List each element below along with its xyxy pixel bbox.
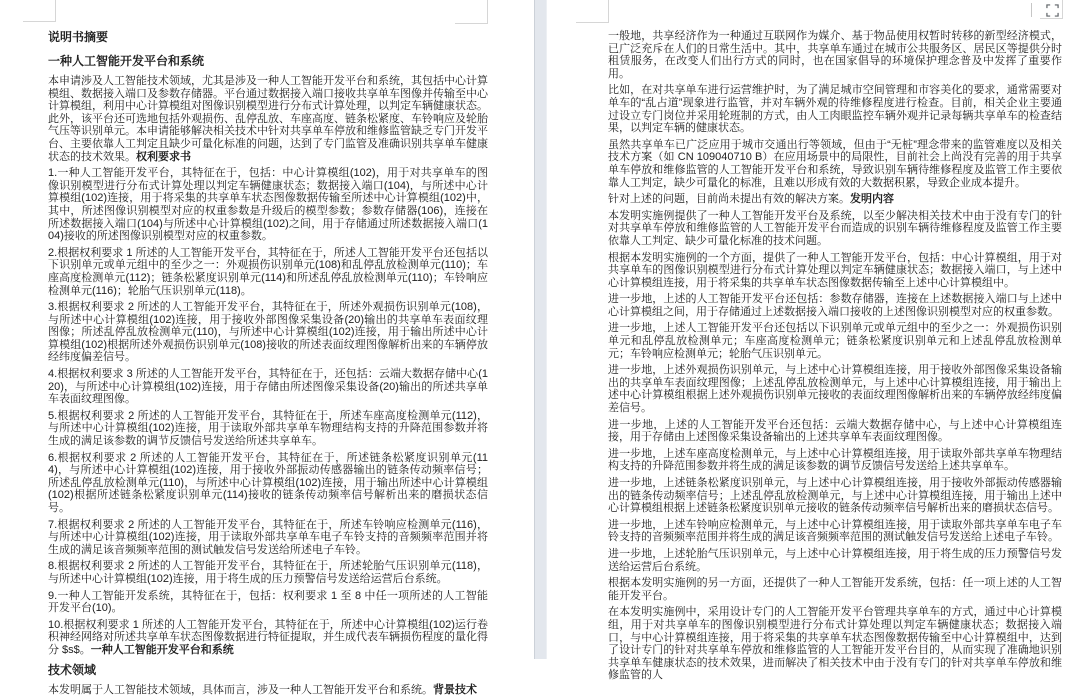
doc-paragraph — [48, 368, 488, 406]
doc-paragraph — [608, 606, 1062, 682]
left-page-content — [48, 28, 488, 700]
text-run: 进一步地，上述外观损伤识别单元，与上述中心计算模组连接，用于接收外部图像采集设备输出的共享单车表面纹理图像；上述乱停乱放检测单元，与上述中心计算模组连接，用于输出上述中心计算模组根据上述外观损伤识别单元接收的表面纹理图像解析出来的车辆停放经纬度偏差信号。 — [608, 364, 1062, 415]
text-run: 7.根据权利要求 2 所述的人工智能开发平台，其特征在于，所述车铃响应检测单元(116)，与所述中心计算模组(102)连接，用于读取外部共享单车电子车铃支持的音频频率范围并将生成的满足该音频频率范围的测试触发信号发送给所述电子车铃。 — [48, 518, 488, 556]
doc-paragraph — [608, 419, 1062, 444]
doc-paragraph — [608, 84, 1062, 134]
doc-paragraph — [48, 684, 488, 697]
text-run: 本发明属于人工智能技术领域，具体而言，涉及一种人工智能开发平台和系统。 — [48, 683, 433, 696]
doc-paragraph — [608, 364, 1062, 414]
doc-heading — [48, 661, 488, 678]
bold-text-run: 发明内容 — [850, 193, 894, 206]
doc-paragraph — [48, 167, 488, 243]
bold-text-run: 技术领域 — [48, 662, 97, 677]
doc-paragraph — [48, 560, 488, 585]
doc-heading — [48, 52, 488, 69]
text-run: 2.根据权利要求 1 所述的人工智能开发平台，其特征在于，所述人工智能开发平台还包括以下识别单元或单元组中的至少之一：外观损伤识别单元(108)和乱停乱放检测单元(110)；车座高度检测单元(112)；链条松紧度识别单元(114)和所述乱停乱放检测单元(110)；车铃响应检测单元(116)；轮胎气压识别单元(118)。 — [48, 246, 488, 297]
text-run: 进一步地，上述轮胎气压识别单元，与上述中心计算模组连接，用于将生成的压力预警信号发送给运营后台系统。 — [608, 547, 1062, 573]
doc-heading — [48, 28, 488, 45]
text-run: 6.根据权利要求 2 所述的人工智能开发平台，其特征在于，所述链条松紧度识别单元(114)，与所述中心计算模组(102)连接，用于接收外部振动传感器输出的链条传动频率信号；所述乱停乱放检测单元(110)，与所述中心计算模组(102)连接，用于输出所述中心计算模组(102)根据所述链条松紧度识别单元(114)接收的链条传动频率信号解析出来的磨损状态信号。 — [48, 451, 488, 514]
bold-text-run: 一种人工智能开发平台和系统 — [48, 54, 205, 68]
text-run: 进一步地，上述的人工智能开发平台还包括：云端大数据存储中心，与上述中心计算模组连接，用于存储由上述图像采集设备输出的上述共享单车表面纹理图像。 — [608, 418, 1062, 444]
text-run: 5.根据权利要求 2 所述的人工智能开发平台，其特征在于，所述车座高度检测单元(112)，与所述中心计算模组(102)连接，用于读取外部共享单车物理结构支持的升降范围参数并将生成的满足该参数的调节反馈信号发送给所述共享单车。 — [48, 409, 488, 448]
right-page-pane — [547, 0, 1080, 682]
text-run: 根据本发明实施例的一个方面，提供了一种人工智能开发平台，包括：中心计算模组，用于对共享单车的图像识别模型进行分布式计算处理以判定车辆健康状态；数据接入端口，与上述中心计算模组连接，用于将采集的共享单车状态图像数据传输至上述中心计算模组中。 — [608, 251, 1062, 289]
bold-text-run: 权利要求书 — [136, 150, 191, 163]
doc-paragraph — [608, 252, 1062, 290]
bold-text-run: 背景技术 — [433, 683, 477, 696]
right-page-content — [608, 30, 1062, 686]
text-run: 进一步地，上述车铃响应检测单元，与上述中心计算模组连接，用于读取外部共享单车电子车铃支持的音频频率范围并将生成的满足该音频频率范围的测试触发信号发送给上述电子车铃。 — [608, 518, 1062, 544]
doc-paragraph — [608, 210, 1062, 248]
text-run: 8.根据权利要求 2 所述的人工智能开发平台，其特征在于，所述轮胎气压识别单元(118)，与所述中心计算模组(102)连接，用于将生成的压力预警信号发送给运营后台系统。 — [48, 560, 488, 585]
text-run: 本发明实施例提供了一种人工智能开发平台及系统，以至少解决相关技术中由于没有专门的针对共享单车停放和维修监管的人工智能开发平台而造成的识别车辆待维修程度及监管工作主要依靠人工判定、缺少可量化标准的技术问题。 — [608, 209, 1062, 247]
doc-paragraph — [48, 590, 488, 615]
doc-paragraph — [48, 75, 488, 163]
text-run: 针对上述的问题，目前尚未提出有效的解决方案。 — [608, 193, 850, 206]
doc-paragraph — [48, 247, 488, 297]
bold-text-run: 说明书摘要 — [48, 30, 109, 44]
text-run: 进一步地，上述的人工智能开发平台还包括：参数存储器，连接在上述数据接入端口与上述中心计算模组之间，用于存储通过上述数据接入端口接收的上述图像识别模型对应的权重参数。 — [608, 293, 1062, 318]
doc-paragraph — [48, 452, 488, 515]
doc-paragraph — [608, 519, 1062, 544]
split-divider[interactable] — [534, 0, 547, 659]
doc-paragraph — [608, 477, 1062, 515]
doc-paragraph — [608, 548, 1062, 573]
fullscreen-icon — [1046, 4, 1059, 17]
doc-paragraph — [608, 30, 1062, 80]
text-run: 9.一种人工智能开发系统，其特征在于，包括：权利要求 1 至 8 中任一项所述的人工智能开发平台(10)。 — [48, 589, 488, 615]
left-page-pane — [0, 0, 534, 696]
doc-paragraph — [608, 139, 1062, 189]
doc-paragraph — [608, 577, 1062, 602]
text-run: 本申请涉及人工智能技术领域，尤其是涉及一种人工智能开发平台和系统，其包括中心计算模组、数据接入端口及参数存储器。平台通过数据接入端口接收共享单车图像并传输至中心计算模组，利用中心计算模组对图像识别模型进行分布式计算处理，以判定车辆健康状态。此外，该平台还可选地包括外观损伤、乱停乱放、车座高度、链条松紧度、车铃响应及轮胎气压等识别单元。本申请能够解决相关技术中针对共享单车停放和维修监管缺乏专门开发平台、主要依靠人工判定且缺少可量化标准的问题，达到了专门监管及准确识别共享单车健康状态的技术效果。 — [48, 75, 488, 163]
text-run: 1.一种人工智能开发平台，其特征在于，包括：中心计算模组(102)，用于对共享单车的图像识别模型进行分布式计算处理以判定车辆健康状态；数据接入端口(104)，与所述中心计算模组(102)连接，用于将采集的共享单车状态图像数据传输至所述中心计算模组(102)中，其中，所述图像识别模型对应的权重参数是升级后的模型参数；参数存储器(106)，连接在所述数据接入端口(104)与所述中心计算模组(102)之间，用于存储通过所述数据接入端口(104)接收的所述图像识别模型对应的权重参数。 — [48, 167, 488, 243]
doc-paragraph — [608, 193, 1062, 206]
text-run: 在本发明实施例中，采用设计专门的人工智能开发平台管理共享单车的方式，通过中心计算模组，用于对共享单车的图像识别模型进行分布式计算处理以判定车辆健康状态；数据接入端口，与中心计算模组连接，用于将采集的共享单车状态图像数据传输至中心计算模组中，达到了设计专门的针对共享单车停放和维修监管的人工智能开发平台目的，从而实现了准确地识别共享单车健康状态的技术效果，进而解决了相关技术中由于没有专门的针对共享单车停放和维修监管的人 — [608, 606, 1062, 682]
page-boundary-mark — [23, 0, 56, 22]
text-run: 进一步地，上述车座高度检测单元，与上述中心计算模组连接，用于读取外部共享单车物理结构支持的升降范围参数并将生成的满足该参数的调节反馈信号发送给上述共享单车。 — [608, 447, 1062, 473]
doc-paragraph — [608, 448, 1062, 473]
doc-paragraph — [48, 301, 488, 364]
fullscreen-button[interactable] — [1043, 1, 1061, 19]
text-run: 比如，在对共享单车进行运营维护时，为了满足城市空间管理和市容美化的要求，通常需要对单车的“乱占道”现象进行监管，并对车辆外观的待维修程度进行检查。目前，相关企业主要通过设立专门岗位并采用轮班制的方式，由人工肉眼监控车辆外观并记录每辆共享单车的检查结果，以判定车辆的健康状态。 — [608, 84, 1062, 135]
page-boundary-mark — [576, 0, 609, 23]
minimize-button[interactable] — [1064, 1, 1080, 19]
text-run: 进一步地，上述链条松紧度识别单元，与上述中心计算模组连接，用于接收外部振动传感器输出的链条传动频率信号；上述乱停乱放检测单元，与上述中心计算模组连接，用于输出上述中心计算模组根据上述链条松紧度识别单元接收的链条传动频率信号解析出来的磨损状态信号。 — [608, 477, 1062, 515]
text-run: 4.根据权利要求 3 所述的人工智能开发平台，其特征在于，还包括：云端大数据存储中心(120)，与所述中心计算模组(102)连接，用于存储由所述图像采集设备(20)输出的所述共享单车表面纹理图像。 — [48, 368, 488, 406]
page-boundary-mark — [455, 0, 488, 24]
text-run: 3.根据权利要求 2 所述的人工智能开发平台，其特征在于，所述外观损伤识别单元(108)，与所述中心计算模组(102)连接，用于接收外部图像采集设备(20)输出的共享单车表面纹理图像；所述乱停乱放检测单元(110)，与所述中心计算模组(102)连接，用于输出所述中心计算模组(102)根据所述外观损伤识别单元(108)接收的所述表面纹理图像解析出来的车辆停放经纬度偏差信号。 — [48, 301, 488, 364]
text-run: 进一步地，上述人工智能开发平台还包括以下识别单元或单元组中的至少之一：外观损伤识别单元和乱停乱放检测单元；车座高度检测单元；链条松紧度识别单元和上述乱停乱放检测单元；车铃响应检测单元；轮胎气压识别单元。 — [608, 322, 1062, 360]
toolbar-divider — [1031, 3, 1032, 17]
text-run: 一般地，共享经济作为一种通过互联网作为媒介、基于物品使用权暂时转移的新型经济模式，已广泛充斥在人们的日常生活中。其中，共享单车通过在城市公共服务区、居民区等提供分时租赁服务，在改变人们出行方式的同时，也在国家倡导的环境保护理念普及中发挥了重要作用。 — [608, 30, 1062, 80]
doc-paragraph — [48, 519, 488, 557]
bold-text-run: 一种人工智能开发平台和系统 — [90, 643, 234, 656]
text-run: 虽然共享单车已广泛应用于城市交通出行等领域，但由于“无桩”理念带来的监管难度以及相关技术方案（如 CN 109040710 B）在应用场景中的局限性，目前社会上尚没有完善的用于共享单车停放和维修监管的人工智能开发平台和系统，导致识别车辆待维修程度及监管工作主要依靠人工判定，缺少可量化的标准，且难以形成有效的大数据积累，导致企业成本提升。 — [608, 138, 1062, 189]
text-run: 10.根据权利要求 1 所述的人工智能开发平台，其特征在于，所述中心计算模组(102)运行卷积神经网络对所述共享单车状态图像数据进行特征提取，并生成代表车辆损伤程度的量化得分 $s$。 — [48, 618, 488, 656]
text-run: 根据本发明实施例的另一方面，还提供了一种人工智能开发系统，包括：任一项上述的人工智能开发平台。 — [608, 577, 1062, 602]
doc-paragraph — [48, 410, 488, 448]
doc-paragraph — [48, 619, 488, 657]
doc-paragraph — [608, 293, 1062, 318]
doc-paragraph — [608, 322, 1062, 360]
